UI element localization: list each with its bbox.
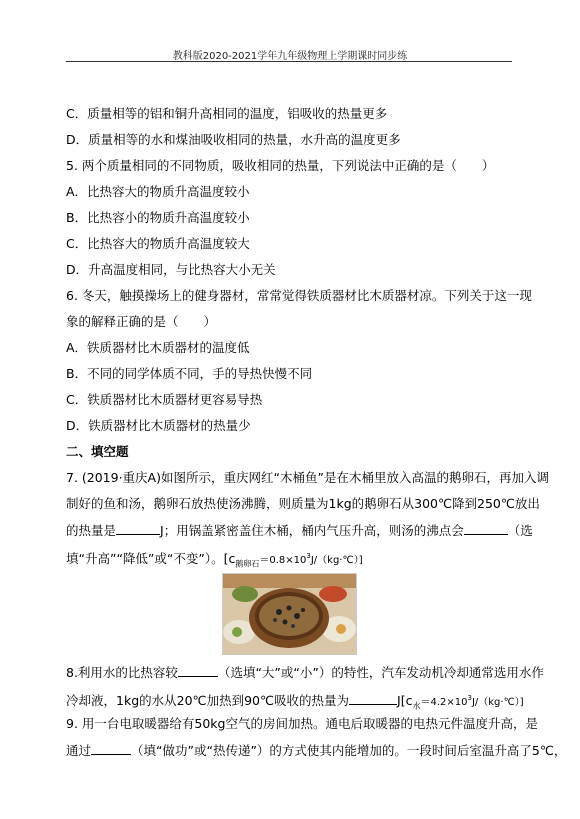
q6-option-a: A．铁质器材比木质器材的温度低 xyxy=(66,340,250,355)
q6-stem-line1: 6. 冬天，触摸操场上的健身器材，常常觉得铁质器材比木质器材凉。下列关于这一现 xyxy=(66,288,532,303)
q8-stem-line2 xyxy=(66,690,524,715)
wooden-bucket-fish-photo xyxy=(222,573,357,655)
q7-text-c: （选 xyxy=(507,523,533,538)
q5-option-a: A．比热容大的物质升高温度较小 xyxy=(66,184,250,199)
q9-stem-line1: 9. 用一台电取暖器给有50kg空气的房间加热。通电后取暖器的电热元件温度升高，是 xyxy=(66,716,538,731)
q8-subscript: 水 xyxy=(412,701,421,711)
q7-stem-line1: 7. (2019·重庆A)如图所示，重庆网红“木桶鱼”是在木桶里放入高温的鹅卵石，再加入调 xyxy=(66,470,549,485)
q7-stem-line4 xyxy=(66,548,363,573)
q7-text-a: 的热量是 xyxy=(66,523,117,538)
q9-answer-blank[interactable] xyxy=(91,742,131,755)
q5-option-d: D．升高温度相同，与比热容大小无关 xyxy=(66,262,276,277)
q8-text-b: （选填“大”或“小”）的特性，汽车发动机冷却通常选用水作 xyxy=(217,665,544,680)
q9-stem-line2 xyxy=(66,742,566,759)
q7-stem-line2: 制好的鱼和汤，鹅卵石放热使汤沸腾，则质量为1kg的鹅卵石从300℃降到250℃放出 xyxy=(66,496,540,511)
q5-option-c: C．比热容大的物质升高温度较大 xyxy=(66,236,250,251)
q8-answer-blank-1[interactable] xyxy=(178,664,218,677)
q7-answer-blank-2[interactable] xyxy=(464,522,508,535)
q4-option-c: C．质量相等的铝和铜升高相同的温度，铝吸收的热量更多 xyxy=(66,106,388,121)
header-divider xyxy=(66,61,512,62)
q9-text-b: （填“做功”或“热传递”）的方式使其内能增加的。一段时间后室温升高了5℃， xyxy=(131,743,567,758)
q8-text-d: J[c xyxy=(397,693,413,709)
q7-stem-line3 xyxy=(66,522,533,539)
q7-subscript: 鹅卵石 xyxy=(235,559,260,569)
q7-text-b: J；用锅盖紧密盖住木桶，桶内气压升高，则汤的沸点会 xyxy=(160,523,464,538)
q6-option-d: D．铁质器材比木质器材的热量少 xyxy=(66,418,251,433)
q7-value: ＝0.8×10 xyxy=(259,555,307,567)
q7-answer-blank-1[interactable] xyxy=(116,522,160,535)
q8-stem-line1 xyxy=(66,664,544,681)
q7-unit: J/（kg·℃）] xyxy=(310,555,363,567)
q7-text-d: 填“升高”“降低”或“不变”）。[c xyxy=(66,551,236,567)
q4-option-d: D．质量相等的水和煤油吸收相同的热量，水升高的温度更多 xyxy=(66,132,401,147)
q8-text-a: 8.利用水的比热容较 xyxy=(66,665,178,680)
q8-superscript: 3 xyxy=(467,694,472,702)
q6-option-c: C．铁质器材比木质器材更容易导热 xyxy=(66,392,263,407)
page-header: 教科版2020-2021学年九年级物理上学期课时同步练 xyxy=(172,51,408,62)
q6-option-b: B．不同的同学体质不同，手的导热快慢不同 xyxy=(66,366,313,381)
q6-stem-line2: 象的解释正确的是（ ） xyxy=(66,314,217,329)
q9-text-a: 通过 xyxy=(66,743,92,758)
q8-unit: J/（kg·℃）] xyxy=(471,697,524,709)
photo-illustration xyxy=(223,574,356,654)
q8-answer-blank-2[interactable] xyxy=(349,692,397,705)
q7-superscript: 3 xyxy=(306,552,311,560)
q8-text-c: 冷却液，1kg的水从20℃加热到90℃吸收的热量为 xyxy=(66,693,350,709)
q8-value: ＝4.2×10 xyxy=(420,697,468,709)
section-heading: 二、填空题 xyxy=(66,444,129,459)
q5-stem: 5. 两个质量相同的不同物质，吸收相同的热量，下列说法中正确的是（ ） xyxy=(66,158,495,173)
q5-option-b: B．比热容小的物质升高温度较小 xyxy=(66,210,250,225)
